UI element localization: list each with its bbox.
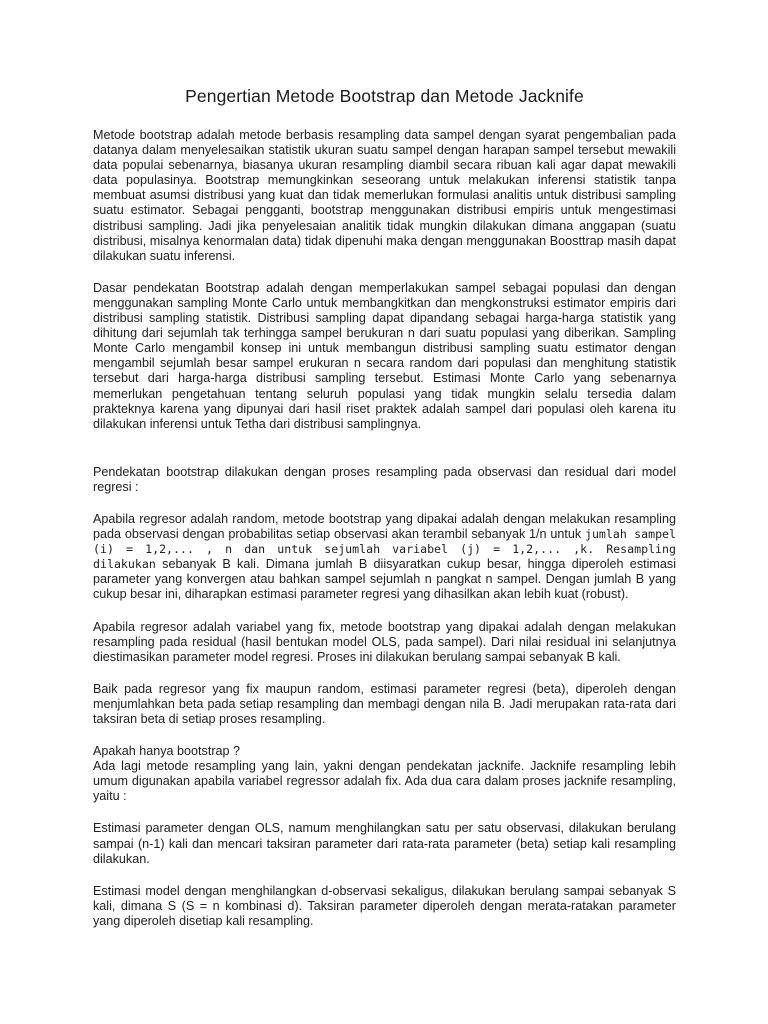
paragraph-jacknife-intro: Apakah hanya bootstrap ? Ada lagi metode resampling yang lain, yakni dengan pendekatan jacknife. Jacknife resampling lebih umum digunakan apabila variabel regressor adalah fix. Ada dua cara dalam proses jacknife resampling, yaitu : xyxy=(93,744,676,804)
random-regressor-intro: Apabila regresor adalah random, metode bootstrap yang dipakai adalah dengan melakukan resampling pada observasi dengan probabilitas setiap observasi akan terambil sebanyak 1/n untuk xyxy=(93,511,676,542)
paragraph-bootstrap-definition: Metode bootstrap adalah metode berbasis resampling data sampel dengan syarat pengembalian pada datanya dalam menyelesaikan statistik ukuran suatu sampel dengan harapan sampel tersebut mewakili data populai sebenarnya, biasanya ukuran resampling diambil secara ribuan kali agar dapat mewakili data populasinya. Bootstrap memungkinkan seseorang untuk melakukan inferensi statistik tanpa membuat asumsi distribusi yang kuat dan tidak memerlukan formulasi analitis untuk distribusi sampling suatu estimator. Sebagai pengganti, bootstrap menggunakan distribusi empiris untuk mengestimasi distribusi sampling. Jadi jika penyelesaian analitik tidak mungkin dilakukan dimana anggapan (suatu distribusi, misalnya kenormalan data) tidak dipenuhi maka dengan menggunakan Boosttrap masih dapat dilakukan suatu inferensi. xyxy=(93,128,676,263)
paragraph-jacknife-d-observation: Estimasi model dengan menghilangkan d-observasi sekaligus, dilakukan berulang sampai sebanyak S kali, dimana S (S = n kombinasi d). Taksiran parameter diperoleh dengan merata-ratakan parameter yang diperoleh disetiap kali resampling. xyxy=(93,883,676,928)
paragraph-random-regressor xyxy=(93,512,676,603)
paragraph-bootstrap-regression: Pendekatan bootstrap dilakukan dengan proses resampling pada observasi dan residual dari model regresi : xyxy=(93,464,676,494)
paragraph-fixed-regressor: Apabila regresor adalah variabel yang fix, metode bootstrap yang dipakai adalah dengan melakukan resampling pada residual (hasil bentukan model OLS, pada sampel). Dari nilai residual ini selanjutnya diestimasikan parameter model regresi. Proses ini dilakukan berulang sampai sebanyak B kali. xyxy=(93,619,676,664)
random-regressor-formula: jumlah sampel (i) = 1,2,... , n dan untuk sejumlah variabel (j) = 1,2,... ,k. Resampling dilakukan xyxy=(93,527,677,572)
paragraph-beta-estimation: Baik pada regresor yang fix maupun random, estimasi parameter regresi (beta), diperoleh dengan menjumlahkan beta pada setiap resampling dan membagi dengan nila B. Jadi merupakan rata-rata dari taksiran beta di setiap proses resampling. xyxy=(93,681,676,726)
paragraph-jacknife-ols: Estimasi parameter dengan OLS, namum menghilangkan satu per satu observasi, dilakukan berulang sampai (n-1) kali dan mencari taksiran parameter dari rata-rata parameter (beta) setiap kali resampling dilakukan. xyxy=(93,821,676,866)
document-body xyxy=(93,128,676,929)
random-regressor-tail: sebanyak B kali. Dimana jumlah B diisyaratkan cukup besar, hingga diperoleh estimasi parameter yang konvergen atau bahkan sampel sejumlah n pangkat n sampel. Dengan jumlah B yang cukup besar ini, diharapkan estimasi parameter regresi yang dihasilkan akan lebih kuat (robust). xyxy=(93,557,676,602)
document-title: Pengertian Metode Bootstrap dan Metode Jacknife xyxy=(185,86,584,106)
paragraph-bootstrap-basis: Dasar pendekatan Bootstrap adalah dengan memperlakukan sampel sebagai populasi dan dengan menggunakan sampling Monte Carlo untuk membangkitkan dan mengkonstruksi estimator empiris dari distribusi sampling statistik. Distribusi sampling dapat dipandang sebagai harga-harga statistik yang dihitung dari sejumlah tak terhingga sampel berukuran n dari suatu populasi yang diberikan. Sampling Monte Carlo mengambil konsep ini untuk membangun distribusi sampling suatu estimator dengan mengambil sejumlah besar sampel erukuran n secara random dari populasi dan menghitung statistik tersebut dari harga-harga distribusi sampling tersebut. Estimasi Monte Carlo yang sebenarnya memerlukan pengetahuan tentang seluruh populasi yang tidak mungkin selalu tersedia dalam prakteknya karena yang dipunyai dari hasil riset praktek adalah sampel dari populasi oleh karena itu dilakukan inferensi untuk Tetha dari distribusi samplingnya. xyxy=(93,280,676,431)
